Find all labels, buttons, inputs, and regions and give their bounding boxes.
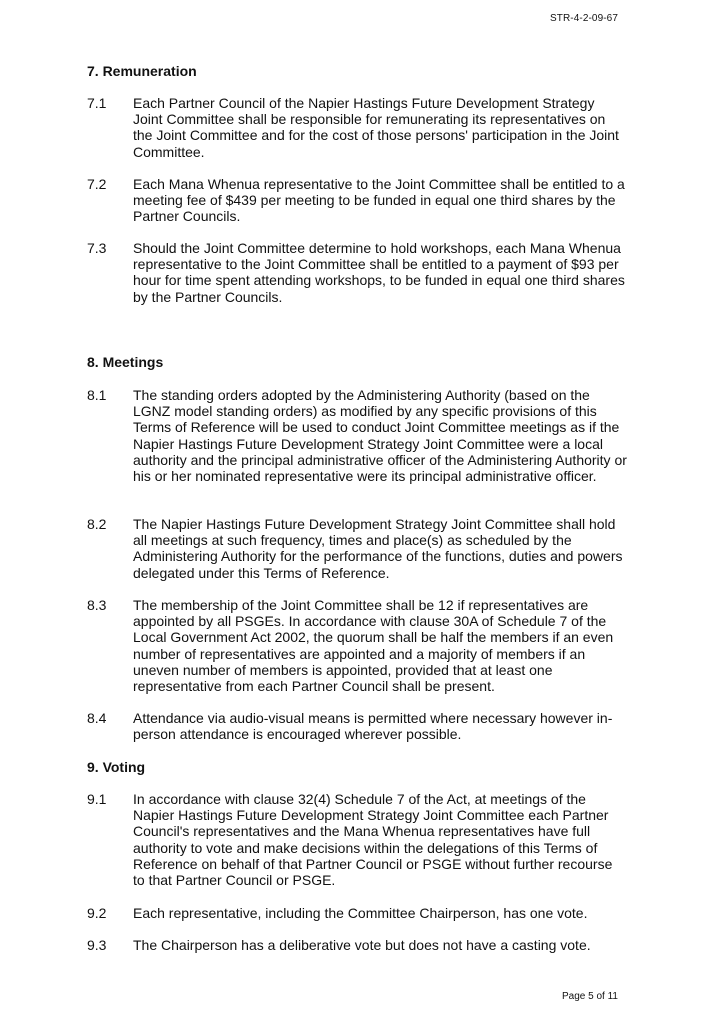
clause-text: The Napier Hastings Future Development Strategy Joint Committee shall hold all meetings at such frequency, times and place(s) as scheduled by the Administering Authority for the performance of the functions, duties and powers delegated under this Terms of Reference. (133, 516, 623, 581)
document-reference: STR-4-2-09-67 (550, 13, 618, 24)
section-heading-voting: 9. Voting (87, 759, 146, 775)
clause-number: 9.1 (87, 791, 107, 807)
clause-number: 8.3 (87, 597, 107, 613)
clause-text: Should the Joint Committee determine to hold workshops, each Mana Whenua representative to the Joint Committee shall be entitled to a payment of $93 per hour for time spent attending workshops, to be funded in equal one third shares by the Partner Councils. (133, 240, 625, 305)
section-heading-remuneration: 7. Remuneration (87, 63, 197, 79)
clause-number: 8.4 (87, 710, 107, 726)
clause-number: 7.3 (87, 240, 107, 256)
clause-9-1 (87, 791, 627, 888)
clause-9-2 (87, 905, 627, 921)
clause-7-1 (87, 95, 627, 160)
clause-8-3 (87, 597, 627, 694)
clause-number: 7.2 (87, 176, 107, 192)
clause-text: Each representative, including the Committee Chairperson, has one vote. (133, 905, 588, 921)
clause-8-4 (87, 710, 627, 742)
clause-text: Each Partner Council of the Napier Hastings Future Development Strategy Joint Committee shall be responsible for remunerating its representatives on the Joint Committee and for the cost of those persons' participation in the Joint Committee. (133, 95, 619, 160)
clause-number: 9.3 (87, 937, 107, 953)
clause-text: In accordance with clause 32(4) Schedule 7 of the Act, at meetings of the Napier Hastings Future Development Strategy Joint Committee each Partner Council's representatives and the Mana Whenua representatives have full authority to vote and make decisions within the delegations of this Terms of Reference on behalf of that Partner Council or PSGE without further recourse to that Partner Council or PSGE. (133, 791, 613, 889)
clause-number: 9.2 (87, 905, 107, 921)
clause-9-3 (87, 937, 627, 953)
section-heading-meetings: 8. Meetings (87, 354, 164, 370)
clause-text: The standing orders adopted by the Administering Authority (based on the LGNZ model standing orders) as modified by any specific provisions of this Terms of Reference will be used to conduct Joint Committee meetings as if the Napier Hastings Future Development Strategy Joint Committee were a local authority and the principal administrative officer of the Administering Authority or his or her nominated representative were its principal administrative officer. (133, 387, 627, 485)
clause-number: 8.2 (87, 516, 107, 532)
clause-text: Each Mana Whenua representative to the Joint Committee shall be entitled to a meeting fee of $439 per meeting to be funded in equal one third shares by the Partner Councils. (133, 176, 625, 225)
clause-number: 8.1 (87, 387, 107, 403)
clause-text: Attendance via audio-visual means is permitted where necessary however in-person attendance is encouraged wherever possible. (133, 710, 613, 743)
clause-7-2 (87, 176, 627, 225)
clause-text: The membership of the Joint Committee shall be 12 if representatives are appointed by all PSGEs. In accordance with clause 30A of Schedule 7 of the Local Government Act 2002, the quorum shall be half the members if an even number of representatives are appointed and a majority of members if an uneven number of members is appointed, provided that at least one representative from each Partner Council shall be present. (133, 597, 614, 695)
clause-8-1 (87, 387, 627, 484)
clause-text: The Chairperson has a deliberative vote but does not have a casting vote. (133, 937, 591, 953)
page-number: Page 5 of 11 (562, 991, 618, 1002)
clause-8-2 (87, 516, 627, 581)
clause-7-3 (87, 240, 627, 305)
clause-number: 7.1 (87, 95, 107, 111)
